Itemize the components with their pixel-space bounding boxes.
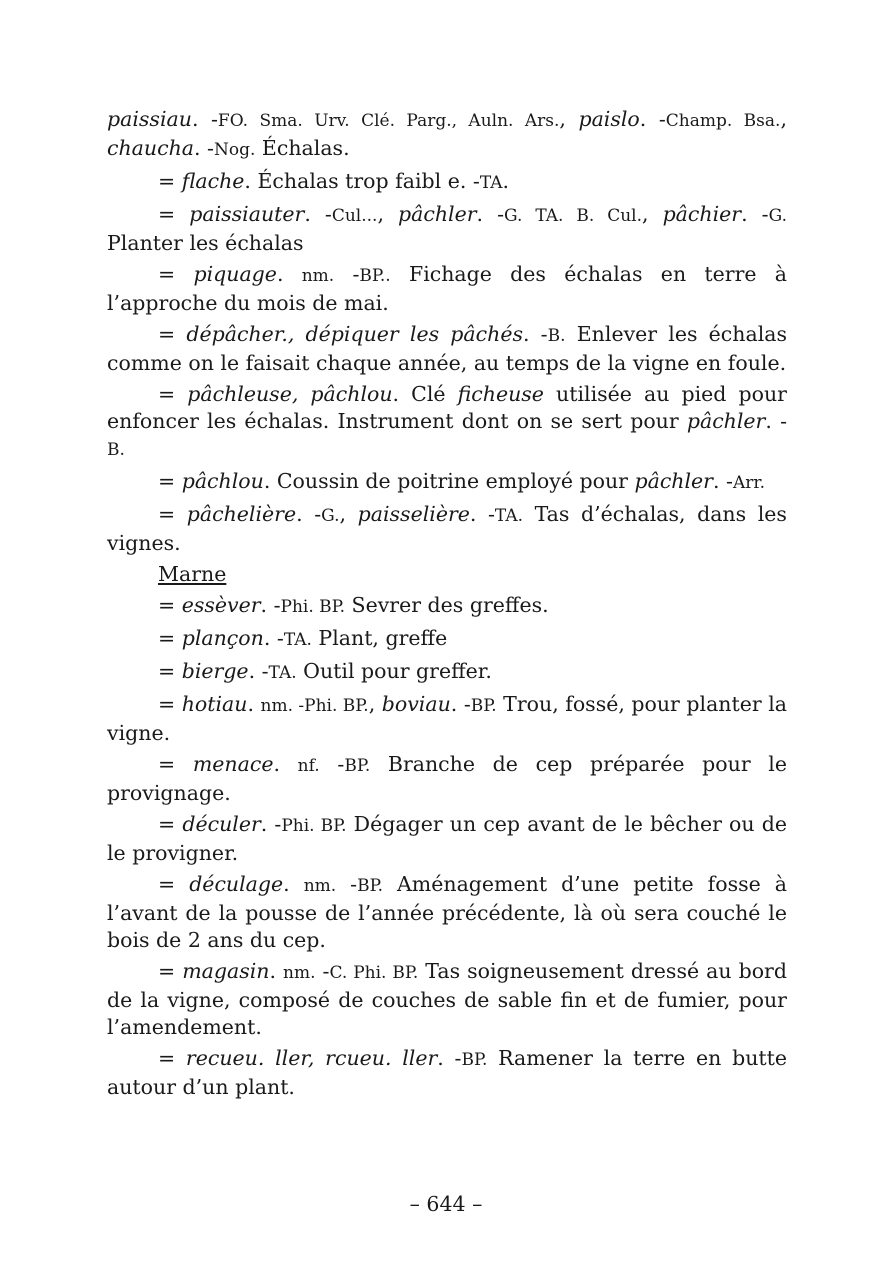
dictionary-entry [107,501,787,557]
headword: chaucha [107,136,195,160]
headword: recueu. ller, rcueu. ller [185,1046,438,1070]
abbreviation: B. [547,326,566,346]
dictionary-entry [107,658,787,687]
abbreviation: nm. [303,876,337,896]
headword: essèver [181,593,261,617]
headword: paissiau [107,107,192,131]
text-run: . [502,169,510,193]
abbreviation: BP. [344,756,371,776]
text-run: = [158,502,187,526]
text-run: Trou, fossé, pour planter la vigne. [107,692,787,745]
headword: bierge [181,659,249,683]
text-run: . [276,262,302,286]
text-run: - [319,752,345,776]
text-run: . Coussin de poitrine employé pour [263,469,635,493]
text-run: Ramener la terre en butte autour d’un plant. [107,1046,788,1099]
text-run: . - [713,469,733,493]
abbreviation: Cul... [331,206,378,226]
abbreviation: Champ. Bsa. [665,111,781,131]
headword: flache [181,169,245,193]
text-run: = [158,626,182,650]
text-run: = [158,692,182,716]
text-run: . - [263,626,284,650]
text-run: . - [296,502,322,526]
text-run: . - [522,322,548,346]
text-run: Plant, greffe [311,626,448,650]
text-run: - [336,872,358,896]
text-run: . [269,959,284,983]
text-run: - [315,959,330,983]
text-run: = [158,202,190,226]
text-run: . - [765,409,787,433]
abbreviation: TA. [268,663,297,683]
text-run: . - [476,202,505,226]
text-run: Tas d’échalas, dans les vignes. [107,502,787,555]
headword: pâchelière [186,502,297,526]
abbreviation: nm. [301,266,335,286]
text-run: . [283,872,304,896]
abbreviation: Phi. BP. [280,597,346,617]
abbreviation: nf. [297,756,320,776]
text-run: Marne [158,562,227,586]
headword: paisselière [357,502,470,526]
text-run: . - [248,659,269,683]
headword: dépâcher., dépiquer les pâchés [186,322,523,346]
abbreviation: TA. [494,506,524,526]
abbreviation: G. TA. B. Cul. [504,206,642,226]
abbreviation: Arr. [732,473,766,493]
text-run: . - [450,692,471,716]
dictionary-entry [107,592,787,621]
text-run: , [642,202,663,226]
headword: paislo [578,107,640,131]
headword: piquage [193,262,277,286]
text-run: . Échalas trop faibl e. - [244,169,480,193]
text-run: . - [437,1046,462,1070]
text-run: . - [260,593,281,617]
headword: pâchler [686,409,766,433]
dictionary-entry [107,106,787,164]
dictionary-entry [107,201,787,257]
text-run: , [559,107,579,131]
abbreviation: nm. [283,963,316,983]
text-run: = [158,382,188,406]
text-run: . Clé [392,382,458,406]
headword: magasin [182,959,270,983]
dictionary-entry [107,261,787,317]
text-run: Branche de cep préparée pour le provignage. [107,752,787,805]
dictionary-entry [107,625,787,654]
dictionary-entry [107,168,787,197]
headword: déculage [189,872,284,896]
text-run: = [158,169,182,193]
abbreviation: G. [768,206,787,226]
text-run: Enlever les échalas comme on le faisait chaque année, au temps de la vigne en foule. [107,322,787,375]
text-run: = [158,752,193,776]
abbreviation: TA [479,173,503,193]
text-run: . - [639,107,666,131]
headword: pâchler [634,469,713,493]
text-run: . - [194,136,214,160]
dictionary-entry [107,871,787,954]
headword: boviau [381,692,451,716]
headword: pâchler [398,202,477,226]
text-run: Planter les échalas [107,231,304,255]
headword: hotiau [181,692,248,716]
text-run: = [158,469,182,493]
text-run: . - [191,107,218,131]
abbreviation: BP. [357,876,383,896]
headword: plançon [181,626,264,650]
text-run: . - [260,812,282,836]
headword: déculer [182,812,261,836]
text-run: = [158,659,182,683]
page-number: – 644 – [409,1192,483,1216]
text-run: . [273,752,298,776]
text-run: = [158,959,183,983]
abbreviation: B. [107,440,125,460]
text-run: . - [304,202,332,226]
text-run: = [158,322,187,346]
headword: pâchleuse, pâchlou [187,382,393,406]
abbreviation: FO. Sma. Urv. Clé. Parg., Auln. Ars. [217,111,560,131]
dictionary-entry [107,468,787,497]
section-heading [107,561,787,588]
text-run: , [780,107,787,131]
abbreviation: BP. [470,696,497,716]
abbreviation: BP. [461,1050,488,1070]
abbreviation: G. [321,506,340,526]
text-run: - [334,262,360,286]
text-run: = [158,872,190,896]
text-run: , [368,692,382,716]
text-run: Outil pour greffer. [296,659,492,683]
headword: menace [192,752,274,776]
headword: paissiauter [189,202,305,226]
text-run: Sevrer des greffes. [345,593,549,617]
text-run: . - [469,502,495,526]
text-run: = [158,812,183,836]
headword: pâchlou [181,469,264,493]
text-run: , [377,202,398,226]
abbreviation: TA. [283,630,312,650]
dictionary-entry [107,958,787,1041]
dictionary-entry [107,1045,787,1101]
text-run: Tas soigneusement dressé au bord de la vigne, composé de couches de sable fin et de fumier, pour l’amendement. [107,959,787,1039]
dictionary-entry [107,751,787,807]
abbreviation: C. Phi. BP. [329,963,419,983]
abbreviation: Nog. [213,140,256,160]
text-run: = [158,1046,186,1070]
dictionary-entry [107,691,787,747]
abbreviation: Phi. BP. [281,816,347,836]
abbreviation: BP.. [359,266,391,286]
text-run: Aménagement d’une petite fosse à l’avant de la pousse de l’année précédente, là où sera couché le bois de 2 ans du cep. [107,872,787,952]
page-body [107,106,787,1105]
text-run: . - [741,202,769,226]
text-run: Fichage des échalas en terre à l’approche du mois de mai. [107,262,787,315]
text-run: utilisée au pied pour enfoncer les échalas. Instrument dont on se sert pour [107,382,787,433]
text-run: , [339,502,358,526]
dictionary-entry [107,811,787,867]
dictionary-entry [107,321,787,377]
headword: pâchier [662,202,742,226]
headword: ficheuse [457,382,544,406]
text-run: Échalas. [255,136,350,160]
text-run: Dégager un cep avant de le bêcher ou de le provigner. [107,812,787,865]
text-run: = [158,262,194,286]
abbreviation: nm. -Phi. BP. [260,696,369,716]
text-run: = [158,593,182,617]
dictionary-entry [107,381,787,464]
text-run: . [247,692,261,716]
